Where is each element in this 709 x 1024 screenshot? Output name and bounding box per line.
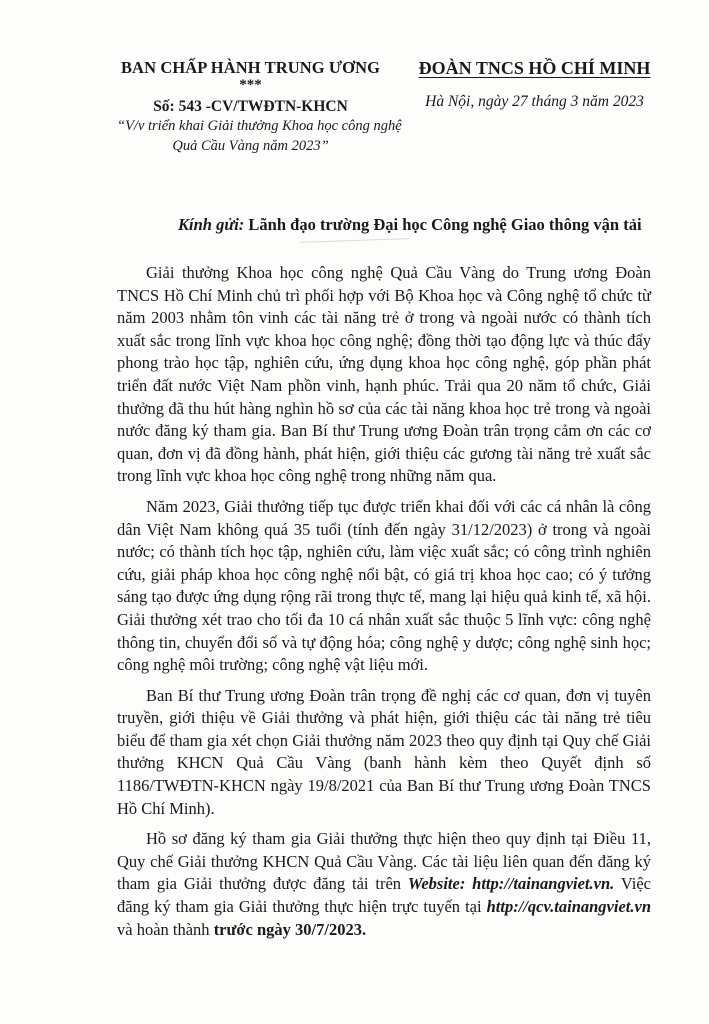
letter-body [117,262,651,947]
paragraph-4-text-a: Hồ sơ đăng ký tham gia Giải thưởng thực hiện theo quy định tại Điều 11, Quy chế Giải thưởng KHCN Quả Cầu Vàng. Các tài liệu liên quan đến đăng ký tham gia Giải thưởng được đăng tải trên [117,829,651,894]
paragraph-4 [117,828,651,941]
deadline-text: trước ngày 30/7/2023. [213,919,367,939]
place-and-date: Hà Nội, ngày 27 tháng 3 năm 2023 [425,93,644,110]
paragraph-2: Năm 2023, Giải thưởng tiếp tục được triển khai đối với các cá nhân là công dân Việt Nam không quá 35 tuổi (tính đến ngày 31/12/2023) ở trong và ngoài nước; có thành tích học tập, nghiên cứu, làm việc xuất sắc; có công trình nghiên cứu, giải pháp khoa học công nghệ nổi bật, có giá trị khoa học cao; có ý tưởng sáng tạo được ứng dụng rộng rãi trong thực tế, mang lại hiệu quả kinh tế, xã hội. Giải thưởng xét trao cho tối đa 10 cá nhân xuất sắc thuộc 5 lĩnh vực: công nghệ thông tin, chuyển đổi số và tự động hóa; công nghệ y dược; công nghệ sinh học; công nghệ môi trường; công nghệ vật liệu mới. [117,496,651,675]
registration-url[interactable]: http://qcv.tainangviet.vn [486,897,651,917]
recipient-name: Lãnh đạo trường Đại học Công nghệ Giao thông vận tải [248,215,642,234]
paragraph-4-text-c: và hoàn thành [117,919,214,939]
recipient-label: Kính gửi: [178,215,245,234]
paragraph-3: Ban Bí thư Trung ương Đoàn trân trọng đề nghị các cơ quan, đơn vị tuyên truyền, giới thiệu về Giải thưởng và phát hiện, giới thiệu các tài năng trẻ tiêu biểu để tham gia xét chọn Giải thưởng năm 2023 theo quy định tại Quy chế Giải thưởng KHCN Quả Cầu Vàng (banh hành kèm theo Quyết định số 1186/TWĐTN-KHCN ngày 19/8/2021 của Ban Bí thư Trung ương Đoàn TNCS Hồ Chí Minh). [117,685,651,818]
union-block [412,58,657,111]
union-name: ĐOÀN TNCS HỒ CHÍ MINH [418,58,651,78]
faint-received-stamp [300,238,410,257]
document-number: Số: 543 -CV/TWĐTN-KHCN [153,98,348,115]
recipient-line [178,215,642,235]
website-link[interactable]: Website: http://tainangviet.vn. [407,874,615,894]
separator-stars: *** [239,77,262,93]
subject-line-1: “V/v triển khai Giải thưởng Khoa học công nghệ [117,118,402,134]
subject-line-2: Quả Cầu Vàng năm 2023” [172,138,329,154]
issuer-block [117,58,402,156]
issuer-name: BAN CHẤP HÀNH TRUNG ƯƠNG [120,58,381,77]
paragraph-4-text-b: Việc đăng ký tham gia Giải thưởng thực hiện trực tuyến tại [117,874,651,917]
paragraph-1: Giải thưởng Khoa học công nghệ Quả Cầu Vàng do Trung ương Đoàn TNCS Hồ Chí Minh chủ trì phối hợp với Bộ Khoa học và Công nghệ tổ chức từ năm 2003 nhằm tôn vinh các tài năng trẻ ở trong và ngoài nước có thành tích xuất sắc trong lĩnh vực khoa học công nghệ; đồng thời tạo động lực và thúc đẩy phong trào học tập, nghiên cứu, ứng dụng khoa học công nghệ, góp phần phát triển đất nước Việt Nam phồn vinh, hạnh phúc. Trải qua 20 năm tổ chức, Giải thưởng đã thu hút hàng nghìn hồ sơ của các tài năng khoa học trẻ trong và ngoài nước đăng ký tham gia. Ban Bí thư Trung ương Đoàn trân trọng cảm ơn các cơ quan, đơn vị đã đồng hành, phát hiện, giới thiệu các gương tài năng trẻ xuất sắc trong lĩnh vực khoa học công nghệ trong những năm qua. [117,263,651,486]
